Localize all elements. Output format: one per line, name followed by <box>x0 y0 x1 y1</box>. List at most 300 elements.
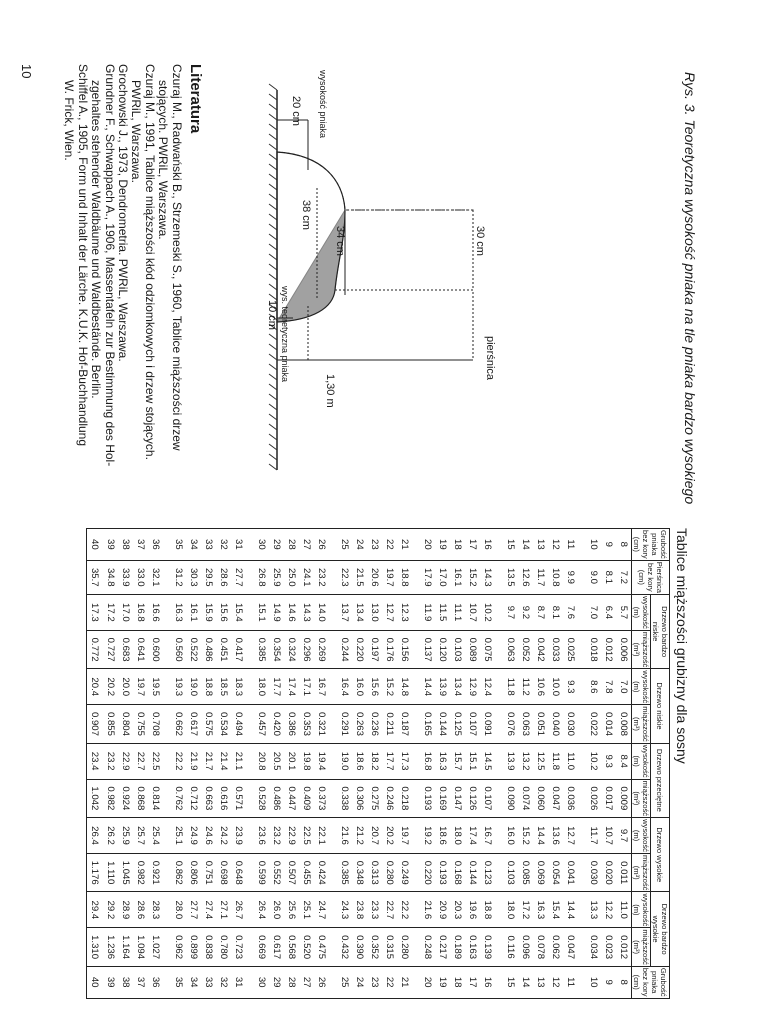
table-cell: 15 <box>502 529 517 561</box>
table-cell: 16 <box>480 529 495 561</box>
table-cell: 1.045 <box>118 853 133 891</box>
table-cell: 27.7 <box>231 560 246 594</box>
table-cell: 0.193 <box>419 779 434 817</box>
table-cell: 7.8 <box>601 669 616 705</box>
table-cell: 0.137 <box>419 630 434 668</box>
table-cell: 29.4 <box>87 892 103 928</box>
table-cell: 24.9 <box>186 818 201 854</box>
table-cell: 0.107 <box>465 705 480 743</box>
table-cell: 0.457 <box>253 705 268 743</box>
table-cell: 16.0 <box>502 818 517 854</box>
table-cell: 0.047 <box>563 928 578 966</box>
table-cell: 24 <box>352 966 367 998</box>
table-cell: 20.2 <box>103 669 118 705</box>
table-cell: 30.3 <box>186 560 201 594</box>
table-cell: 0.772 <box>87 630 103 668</box>
table-row <box>87 529 103 999</box>
table-cell: 14.3 <box>480 560 495 594</box>
table-cell: 23.6 <box>253 818 268 854</box>
table-cell: 10 <box>585 529 600 561</box>
table-cell: 11 <box>563 966 578 998</box>
table-row <box>352 529 367 999</box>
table-group-gap <box>329 529 336 999</box>
table-cell: 16.8 <box>133 594 148 630</box>
table-cell: 18 <box>450 966 465 998</box>
table-cell: 26.4 <box>87 818 103 854</box>
label-20cm: 20 cm <box>290 96 302 126</box>
table-cell: 23 <box>367 529 382 561</box>
table-cell: 18.0 <box>450 818 465 854</box>
table-cell: 0.063 <box>502 630 517 668</box>
table-cell: 34 <box>186 529 201 561</box>
table-cell: 21.7 <box>201 743 216 779</box>
table-cell: 18.0 <box>253 669 268 705</box>
table-cell: 18.8 <box>480 892 495 928</box>
table-cell: 27.7 <box>186 892 201 928</box>
header-miaz: miąższość (m³) <box>632 780 650 817</box>
table-cell: 22.9 <box>284 818 299 854</box>
table-cell: 13.4 <box>352 594 367 630</box>
table-cell: 13.5 <box>502 560 517 594</box>
table-cell: 0.147 <box>450 779 465 817</box>
table-cell: 15.4 <box>231 594 246 630</box>
table-cell: 21.1 <box>231 743 246 779</box>
table-cell: 19.6 <box>465 892 480 928</box>
table-cell: 28.6 <box>133 892 148 928</box>
table-cell: 22.7 <box>133 743 148 779</box>
table-row <box>118 529 133 999</box>
table-cell: 0.090 <box>502 779 517 817</box>
table-cell: 19.0 <box>336 743 351 779</box>
table-cell: 0.669 <box>253 928 268 966</box>
table-cell: 0.197 <box>367 630 382 668</box>
table-cell: 17.0 <box>435 560 450 594</box>
table-cell: 0.641 <box>133 630 148 668</box>
table-cell: 0.036 <box>563 779 578 817</box>
table-cell: 23.9 <box>231 818 246 854</box>
table-cell: 9.7 <box>616 818 632 854</box>
table-cell: 11.1 <box>450 594 465 630</box>
table-row <box>563 529 578 999</box>
table-cell: 33.9 <box>118 560 133 594</box>
table-cell: 9 <box>601 529 616 561</box>
table-cell: 0.189 <box>450 928 465 966</box>
table-cell: 35.7 <box>87 560 103 594</box>
table-cell: 0.814 <box>148 779 163 817</box>
table-cell: 15.9 <box>201 594 216 630</box>
table-cell: 0.168 <box>450 853 465 891</box>
table-cell: 0.078 <box>533 928 548 966</box>
header-wys: wysokość (m) <box>632 744 650 778</box>
table-cell: 22.3 <box>336 560 351 594</box>
table-group-gap <box>163 529 170 999</box>
reference-1: Czuraj M., Radwański B., Strzemeski S., 1960, Tablice miąższości drzew stojących. PWRiL, Warszawa. <box>156 64 184 451</box>
table-cell: 17.3 <box>397 743 412 779</box>
table-cell: 19.7 <box>397 818 412 854</box>
table-cell: 10.2 <box>585 743 600 779</box>
table-cell: 9 <box>601 966 616 998</box>
table-cell: 0.103 <box>450 630 465 668</box>
table-cell: 18.6 <box>352 743 367 779</box>
table-cell: 12.5 <box>533 743 548 779</box>
table-cell: 0.280 <box>397 928 412 966</box>
table-cell: 26.0 <box>269 892 284 928</box>
table-cell: 39 <box>103 529 118 561</box>
table-cell: 0.617 <box>269 928 284 966</box>
table-cell: 10 <box>585 966 600 998</box>
table-cell: 1.042 <box>87 779 103 817</box>
table-cell: 0.455 <box>299 853 314 891</box>
header-wysokie: Drzewo wysokie <box>651 818 670 892</box>
table-cell: 21 <box>397 529 412 561</box>
table-cell: 6.4 <box>601 594 616 630</box>
table-cell: 15.2 <box>518 818 533 854</box>
table-cell: 0.683 <box>118 630 133 668</box>
table-cell: 0.107 <box>480 779 495 817</box>
table-cell: 12.6 <box>518 560 533 594</box>
table-cell: 0.248 <box>419 928 434 966</box>
table-cell: 20.1 <box>284 743 299 779</box>
table-cell: 40 <box>87 966 103 998</box>
table-cell: 23.2 <box>314 560 329 594</box>
table-cell: 0.424 <box>314 853 329 891</box>
table-cell: 19 <box>435 529 450 561</box>
table-cell: 23.8 <box>352 892 367 928</box>
table-cell: 31.2 <box>170 560 185 594</box>
table-cell: 24.6 <box>201 818 216 854</box>
header-niskie: Drzewo niskie <box>651 669 670 743</box>
table-cell: 0.338 <box>336 779 351 817</box>
table-cell: 8.7 <box>533 594 548 630</box>
table-cell: 0.051 <box>533 705 548 743</box>
table-row <box>103 529 118 999</box>
table-row <box>201 529 216 999</box>
table-cell: 34.8 <box>103 560 118 594</box>
table-cell: 18.5 <box>216 669 231 705</box>
reference-3: Grochowski J., 1973, Dendrometria. PWRiL, Warszawa. <box>115 64 130 362</box>
table-cell: 18.0 <box>502 892 517 928</box>
table-row <box>284 529 299 999</box>
table-cell: 15.7 <box>450 743 465 779</box>
table-cell: 0.648 <box>231 853 246 891</box>
table-cell: 0.780 <box>216 928 231 966</box>
table-cell: 20.6 <box>367 560 382 594</box>
header-wys: wysokość (m) <box>632 595 650 629</box>
table-cell: 12.7 <box>563 818 578 854</box>
table-cell: 13.7 <box>336 594 351 630</box>
label-wys-pniaka: wysokość pniaka <box>318 70 328 139</box>
header-miaz: miąższość (m³) <box>632 854 650 891</box>
table-cell: 0.054 <box>548 853 563 891</box>
table-cell: 0.306 <box>352 779 367 817</box>
table-cell: 27.1 <box>216 892 231 928</box>
table-cell: 20 <box>419 529 434 561</box>
table-cell: 1.094 <box>133 928 148 966</box>
table-cell: 14.3 <box>299 594 314 630</box>
table-cell: 35 <box>170 966 185 998</box>
table-cell: 10.6 <box>533 669 548 705</box>
table-cell: 19.8 <box>299 743 314 779</box>
table-row <box>367 529 382 999</box>
table-cell: 1.176 <box>87 853 103 891</box>
table-cell: 0.348 <box>352 853 367 891</box>
table-cell: 25.6 <box>284 892 299 928</box>
table-cell: 0.663 <box>201 779 216 817</box>
table-cell: 29 <box>269 966 284 998</box>
table-cell: 1.164 <box>118 928 133 966</box>
table-row <box>314 529 329 999</box>
table-cell: 0.218 <box>397 779 412 817</box>
table-cell: 18.6 <box>435 818 450 854</box>
table-cell: 25.7 <box>133 818 148 854</box>
table-cell: 0.075 <box>480 630 495 668</box>
table-cell: 19.2 <box>419 818 434 854</box>
table-cell: 0.599 <box>253 853 268 891</box>
table-group-gap <box>246 529 253 999</box>
label-30cm: 30 cm <box>474 226 486 256</box>
table-cell: 0.727 <box>103 630 118 668</box>
table-cell: 0.600 <box>148 630 163 668</box>
table-cell: 0.193 <box>435 853 450 891</box>
table-cell: 9.7 <box>502 594 517 630</box>
table-cell: 0.552 <box>269 853 284 891</box>
table-cell: 0.868 <box>133 779 148 817</box>
table-cell: 0.063 <box>518 705 533 743</box>
table-cell: 21.2 <box>352 818 367 854</box>
table-cell: 14.6 <box>284 594 299 630</box>
table-cell: 0.176 <box>382 630 397 668</box>
table-cell: 22.9 <box>118 743 133 779</box>
table-row <box>465 529 480 999</box>
table-cell: 22 <box>382 529 397 561</box>
table-cell: 14.4 <box>563 892 578 928</box>
table-cell: 0.528 <box>253 779 268 817</box>
table-cell: 20 <box>419 966 434 998</box>
table-cell: 19 <box>435 966 450 998</box>
table-cell: 8.1 <box>548 594 563 630</box>
table-cell: 16.8 <box>419 743 434 779</box>
table-cell: 0.386 <box>284 705 299 743</box>
table-cell: 32.1 <box>148 560 163 594</box>
table-row <box>186 529 201 999</box>
table-cell: 16.3 <box>435 743 450 779</box>
table-cell: 29.5 <box>201 560 216 594</box>
table-cell: 0.033 <box>548 630 563 668</box>
table-cell: 22.1 <box>314 818 329 854</box>
table-cell: 0.494 <box>231 705 246 743</box>
table-cell: 0.103 <box>502 853 517 891</box>
literature-heading: Literatura <box>187 64 204 134</box>
table-row <box>170 529 185 999</box>
table-cell: 0.924 <box>118 779 133 817</box>
table-cell: 0.373 <box>314 779 329 817</box>
table-cell: 0.069 <box>533 853 548 891</box>
table-cell: 0.522 <box>186 630 201 668</box>
table-cell: 0.126 <box>465 779 480 817</box>
table-cell: 20.5 <box>269 743 284 779</box>
table-cell: 10.7 <box>465 594 480 630</box>
table-cell: 16.1 <box>186 594 201 630</box>
table-cell: 26.4 <box>253 892 268 928</box>
table-row <box>382 529 397 999</box>
table-cell: 0.144 <box>435 705 450 743</box>
table-cell: 0.982 <box>133 853 148 891</box>
table-cell: 36 <box>148 529 163 561</box>
table-cell: 0.020 <box>601 853 616 891</box>
label-34cm: 34 cm <box>334 226 346 256</box>
figure-caption: Rys. 3. Teoretyczna wysokość pniaka na tle pniaka bardzo wysokiego <box>682 72 698 505</box>
table-cell: 8.6 <box>585 669 600 705</box>
table-cell: 0.009 <box>616 779 632 817</box>
table-cell: 0.169 <box>435 779 450 817</box>
table-cell: 15.2 <box>382 669 397 705</box>
table-cell: 25 <box>336 529 351 561</box>
table-row <box>419 529 434 999</box>
table-cell: 26 <box>314 529 329 561</box>
table-cell: 16.6 <box>148 594 163 630</box>
table-cell: 17.9 <box>419 560 434 594</box>
table-row <box>548 529 563 999</box>
table-cell: 0.211 <box>382 705 397 743</box>
table-cell: 27 <box>299 529 314 561</box>
table-cell: 23.4 <box>87 743 103 779</box>
literature-section <box>62 64 202 484</box>
table-cell: 10.8 <box>548 560 563 594</box>
table-cell: 0.030 <box>585 853 600 891</box>
reference-4: Grundner F., Schwappach A., 1906, Massentafeln zur Bestimmung des Hol- zgehaltes stehender Waldbäume und Waldbestände. Berlin. <box>89 64 117 467</box>
table-header <box>632 529 670 999</box>
header-grubosc-left: Grubość pniaka bez kory (cm) <box>632 530 669 559</box>
table-cell: 0.315 <box>382 928 397 966</box>
table-cell: 8.1 <box>601 560 616 594</box>
table-cell: 9.9 <box>563 560 578 594</box>
table-cell: 0.249 <box>397 853 412 891</box>
label-38cm: 38 cm <box>300 200 312 230</box>
table-row <box>253 529 268 999</box>
table-cell: 0.324 <box>284 630 299 668</box>
header-miaz: miąższość (m³) <box>632 929 650 965</box>
table-cell: 0.096 <box>518 928 533 966</box>
table-cell: 9.3 <box>601 743 616 779</box>
table-cell: 0.217 <box>435 928 450 966</box>
table-cell: 29 <box>269 529 284 561</box>
table-cell: 0.486 <box>269 779 284 817</box>
table-cell: 39 <box>103 966 118 998</box>
table-cell: 18.2 <box>367 743 382 779</box>
ground-hatch <box>269 84 277 470</box>
table-cell: 11.2 <box>518 669 533 705</box>
table-cell: 0.662 <box>170 705 185 743</box>
table-cell: 17.7 <box>382 743 397 779</box>
table-cell: 14 <box>518 966 533 998</box>
table-cell: 0.475 <box>314 928 329 966</box>
table-cell: 34 <box>186 966 201 998</box>
table-cell: 14.5 <box>480 743 495 779</box>
table-cell: 0.321 <box>314 705 329 743</box>
table-cell: 0.291 <box>336 705 351 743</box>
table-cell: 0.571 <box>231 779 246 817</box>
table-cell: 0.723 <box>231 928 246 966</box>
table-cell: 0.855 <box>103 705 118 743</box>
table-title: Tablice miąższości grubizny dla sosny <box>674 528 690 764</box>
table-cell: 17.4 <box>284 669 299 705</box>
table-cell: 0.447 <box>284 779 299 817</box>
header-bardzo-wysokie: Drzewo bardzo wysokie <box>651 892 670 966</box>
header-grubosc-right: Grubość pniaka bez kory (cm) <box>632 967 669 997</box>
table-cell: 12.2 <box>601 892 616 928</box>
table-row <box>502 529 517 999</box>
table-cell: 29.2 <box>103 892 118 928</box>
table-cell: 17.4 <box>465 818 480 854</box>
table-row <box>616 529 632 999</box>
table-cell: 25.1 <box>170 818 185 854</box>
table-cell: 37 <box>133 529 148 561</box>
table-cell: 27 <box>299 966 314 998</box>
table-cell: 24.7 <box>314 892 329 928</box>
table-cell: 0.062 <box>548 928 563 966</box>
table-cell: 14.4 <box>533 818 548 854</box>
table-cell: 12 <box>548 529 563 561</box>
table-cell: 0.420 <box>269 705 284 743</box>
table-cell: 31 <box>231 966 246 998</box>
table-cell: 30 <box>253 529 268 561</box>
table-cell: 20.8 <box>253 743 268 779</box>
table-cell: 0.091 <box>480 705 495 743</box>
table-cell: 0.074 <box>518 779 533 817</box>
table-cell: 7.0 <box>616 669 632 705</box>
table-cell: 0.076 <box>502 705 517 743</box>
header-wys: wysokość (m) <box>632 670 650 704</box>
table-cell: 0.220 <box>352 630 367 668</box>
header-piersnica: Pierśnica bez kory (cm) <box>632 560 670 594</box>
table-cell: 0.125 <box>450 705 465 743</box>
table-cell: 11.8 <box>502 669 517 705</box>
table-cell: 11.9 <box>419 594 434 630</box>
table-cell: 7.6 <box>563 594 578 630</box>
table-cell: 0.353 <box>299 705 314 743</box>
table-cell: 28.0 <box>170 892 185 928</box>
table-cell: 28.3 <box>148 892 163 928</box>
table-cell: 14.4 <box>419 669 434 705</box>
table-cell: 0.962 <box>170 928 185 966</box>
table-cell: 24.1 <box>299 560 314 594</box>
table-cell: 22.2 <box>397 892 412 928</box>
table-cell: 0.017 <box>601 779 616 817</box>
table-cell: 17.2 <box>518 892 533 928</box>
table-cell: 0.011 <box>616 853 632 891</box>
label-piersnica: pierśnica <box>484 336 496 381</box>
table-cell: 16.1 <box>450 560 465 594</box>
table-cell: 15.2 <box>465 560 480 594</box>
table-cell: 18.8 <box>397 560 412 594</box>
table-group-gap <box>578 529 585 999</box>
table-cell: 15.6 <box>216 594 231 630</box>
table-cell: 0.156 <box>397 630 412 668</box>
table-row <box>480 529 495 999</box>
table-cell: 0.220 <box>419 853 434 891</box>
table-cell: 25.9 <box>269 560 284 594</box>
table-cell: 18.8 <box>201 669 216 705</box>
table-cell: 17.2 <box>103 594 118 630</box>
table-cell: 22.5 <box>148 743 163 779</box>
table-row <box>435 529 450 999</box>
table-cell: 0.486 <box>201 630 216 668</box>
table-cell: 32 <box>216 966 231 998</box>
table-cell: 0.804 <box>118 705 133 743</box>
label-130m: 1,30 m <box>324 374 336 408</box>
table-cell: 0.123 <box>480 853 495 891</box>
table-cell: 30 <box>253 966 268 998</box>
